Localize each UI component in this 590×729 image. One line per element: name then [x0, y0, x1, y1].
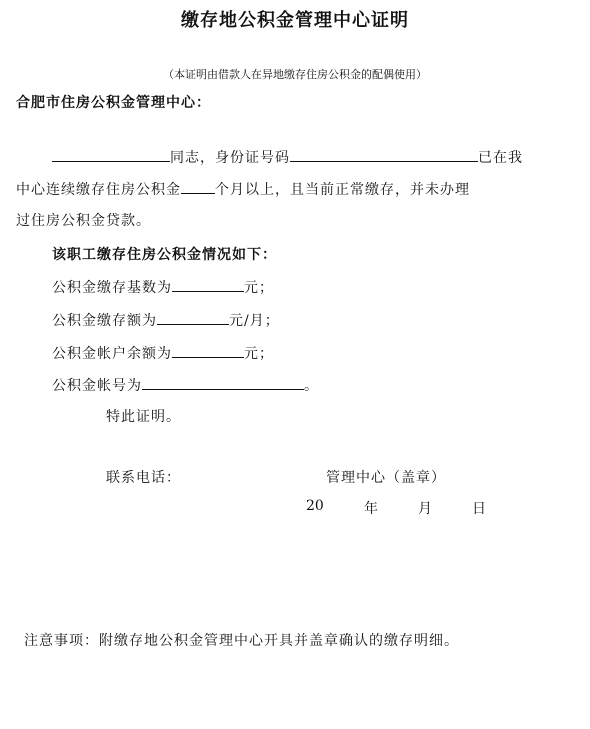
- status-heading: 该职工缴存住房公积金情况如下：: [52, 247, 277, 263]
- para1-text3: 中心连续缴存住房公积金: [16, 182, 181, 198]
- document-title: 缴存地公积金管理中心证明: [181, 10, 409, 31]
- amount-blank: [157, 309, 229, 325]
- amount-unit: 元/月；: [229, 313, 280, 329]
- base-blank: [172, 276, 244, 292]
- date-day: 日: [472, 501, 486, 517]
- amount-label: 公积金缴存额为: [52, 313, 157, 329]
- base-label: 公积金缴存基数为: [52, 280, 172, 296]
- account-end: 。: [304, 378, 319, 394]
- phone-label: 联系电话：: [106, 470, 181, 486]
- para1-line3: 过住房公积金贷款。: [16, 213, 151, 229]
- date-year-prefix: 20: [306, 498, 324, 514]
- id-number-blank: [290, 146, 478, 162]
- account-label: 公积金帐号为: [52, 378, 142, 394]
- item-base: [52, 276, 274, 297]
- item-amount: [52, 309, 280, 330]
- certify-text: 特此证明。: [106, 409, 181, 425]
- para1-line1: [52, 146, 523, 167]
- date-year: 年: [364, 501, 378, 517]
- seal-label: 管理中心（盖章）: [326, 470, 446, 486]
- base-unit: 元；: [244, 280, 274, 296]
- balance-blank: [172, 342, 244, 358]
- para1-text2: 已在我: [478, 150, 523, 166]
- document-subtitle: （本证明由借款人在异地缴存住房公积金的配偶使用）: [163, 68, 427, 81]
- item-account: [52, 374, 319, 395]
- para1-text4: 个月以上，且当前正常缴存，并未办理: [215, 182, 470, 198]
- balance-label: 公积金帐户余额为: [52, 346, 172, 362]
- account-blank: [142, 374, 304, 390]
- date-month: 月: [418, 501, 432, 517]
- para1-line2: [16, 178, 470, 199]
- balance-unit: 元；: [244, 346, 274, 362]
- months-blank: [181, 178, 215, 194]
- para1-text1: 同志，身份证号码: [170, 150, 290, 166]
- name-blank: [52, 146, 170, 162]
- item-balance: [52, 342, 274, 363]
- note-text: 注意事项：附缴存地公积金管理中心开具并盖章确认的缴存明细。: [24, 633, 459, 649]
- addressee: 合肥市住房公积金管理中心：: [16, 95, 211, 111]
